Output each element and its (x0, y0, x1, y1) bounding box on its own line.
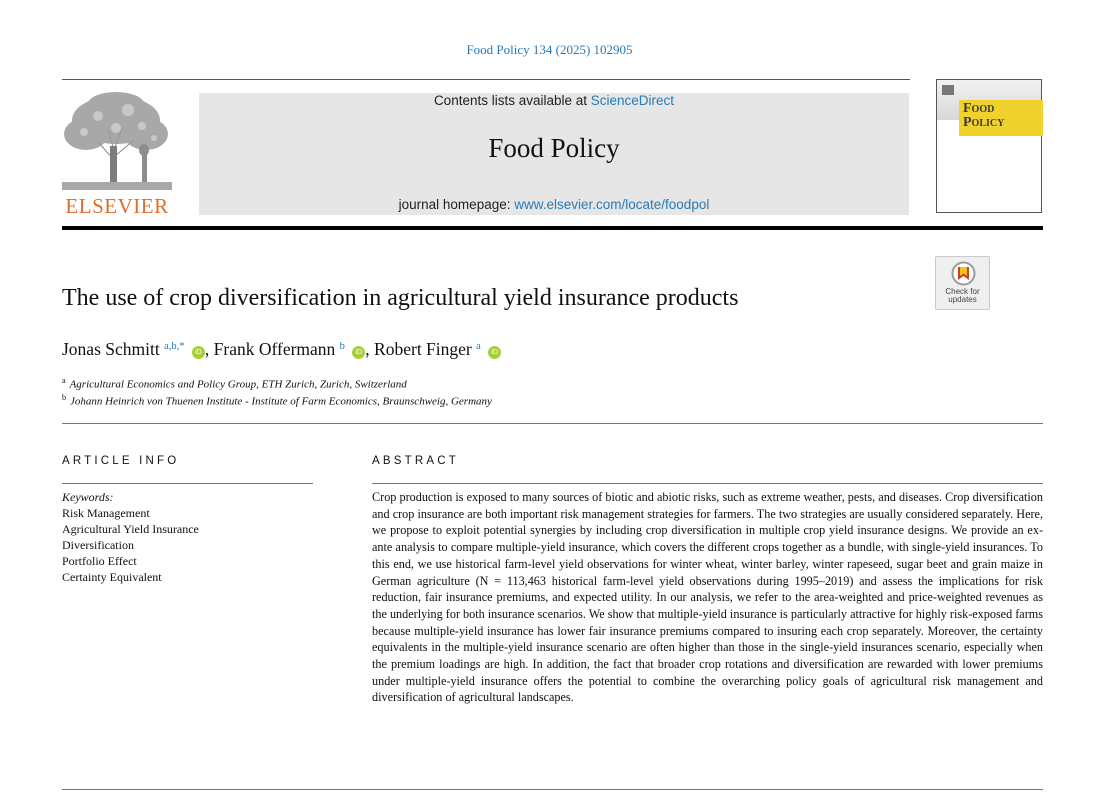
author-separator: , (365, 339, 375, 359)
sciencedirect-link[interactable]: ScienceDirect (590, 93, 675, 108)
orcid-icon[interactable]: iD (192, 346, 205, 359)
tree-icon (58, 90, 176, 192)
affiliation-text: Agricultural Economics and Policy Group, ETH Zurich, Zurich, Switzerland (69, 378, 407, 391)
section-divider (62, 423, 1043, 424)
affiliation (62, 376, 407, 391)
affiliation-label: a (62, 376, 66, 385)
contents-line (199, 93, 909, 108)
author-list (62, 339, 501, 360)
affiliation (62, 393, 492, 408)
keyword: Agricultural Yield Insurance (62, 522, 199, 536)
contents-prefix: Contents lists available at (433, 93, 591, 108)
keyword: Portfolio Effect (62, 554, 137, 568)
author-name[interactable]: Jonas Schmitt (62, 339, 160, 359)
journal-homepage-link[interactable]: www.elsevier.com/locate/foodpol (514, 197, 710, 212)
cover-publisher-mark (942, 85, 954, 95)
bottom-divider (62, 789, 1043, 790)
author-name[interactable]: Robert Finger (374, 339, 472, 359)
journal-masthead (199, 93, 909, 215)
affiliation-text: Johann Heinrich von Thuenen Institute - Institute of Farm Economics, Braunschweig, Germany (70, 395, 492, 408)
article-info-heading: ARTICLE INFO (62, 455, 180, 467)
article-title: The use of crop diversification in agricultural yield insurance products (62, 285, 739, 311)
author-affiliation-marker[interactable]: a,b,* (164, 341, 185, 352)
elsevier-wordmark: ELSEVIER (65, 194, 169, 218)
cover-title (963, 102, 1004, 130)
keyword: Risk Management (62, 506, 150, 520)
author-affiliation-marker[interactable]: a (476, 341, 481, 352)
check-updates-line2: updates (948, 295, 977, 304)
journal-cover[interactable] (936, 79, 1042, 213)
top-divider (62, 79, 910, 80)
cover-title-line2: Policy (963, 115, 1005, 130)
affiliation-label: b (62, 393, 66, 402)
author-separator: , (204, 339, 214, 359)
orcid-icon[interactable]: iD (352, 346, 365, 359)
abstract-body: Crop production is exposed to many sources of biotic and abiotic risks, such as extreme weather, pests, and diseases. Crop diversification and crop insurance are both important risk management strategies for farmers. The two strategies are usually considered separately. Here, we propose to exploit potential synergies by including crop diversification in multiple crop yield insurance designs. We provide an ex-ante analysis to compare multiple-yield insurance, which covers the different crops together as a bundle, with single-yield insurances. To this end, we use historical farm-level yield observations for winter wheat, winter barley, winter rapeseed, sugar beet and grain maize in German agriculture (N = 113,463 historical farm-level yield observations during 1995–2019) and assess the implications for risk reduction, fair insurance premiums, and expected utility. In our analysis, we refer to the area-weighted and price-weighted revenues as the underlying for both insurance scenarios. We show that multiple-yield insurance is particularly attractive for highly risk-exposed farms because multiple-yield insurance has lower fair insurance premiums compared to insuring each crop separately. Moreover, the certainty equivalents in the multiple-yield insurance scenario are often higher than those in the single-yield insurances scenario, especially when the premium loadings are high. In addition, the fact that broader crop rotations and diversification are rewarded with lower premiums under multiple-yield insurance offers the potential to combine the overarching policy goals of agricultural risk management and diversification of agricultural landscapes. (372, 490, 1043, 705)
abstract-divider (372, 483, 1043, 484)
author-name[interactable]: Frank Offermann (213, 339, 336, 359)
check-for-updates-label (936, 288, 989, 304)
orcid-icon[interactable]: iD (488, 346, 501, 359)
article-info-divider (62, 483, 313, 484)
crossmark-icon (951, 261, 976, 286)
cover-title-line1: Food (963, 101, 995, 116)
check-updates-line1: Check for (945, 287, 980, 296)
keyword: Certainty Equivalent (62, 570, 162, 584)
author-affiliation-marker[interactable]: b (339, 341, 345, 352)
keywords-label: Keywords: (62, 490, 114, 504)
journal-citation[interactable]: Food Policy 134 (2025) 102905 (466, 42, 633, 57)
keyword: Diversification (62, 538, 134, 552)
header-divider (62, 226, 1043, 230)
check-for-updates-button[interactable] (935, 256, 990, 310)
publisher-logo[interactable] (58, 90, 176, 218)
homepage-line (199, 197, 909, 212)
homepage-prefix: journal homepage: (398, 197, 515, 212)
abstract-heading: ABSTRACT (372, 455, 459, 467)
journal-name: Food Policy (488, 133, 620, 163)
keywords-list (62, 489, 199, 585)
